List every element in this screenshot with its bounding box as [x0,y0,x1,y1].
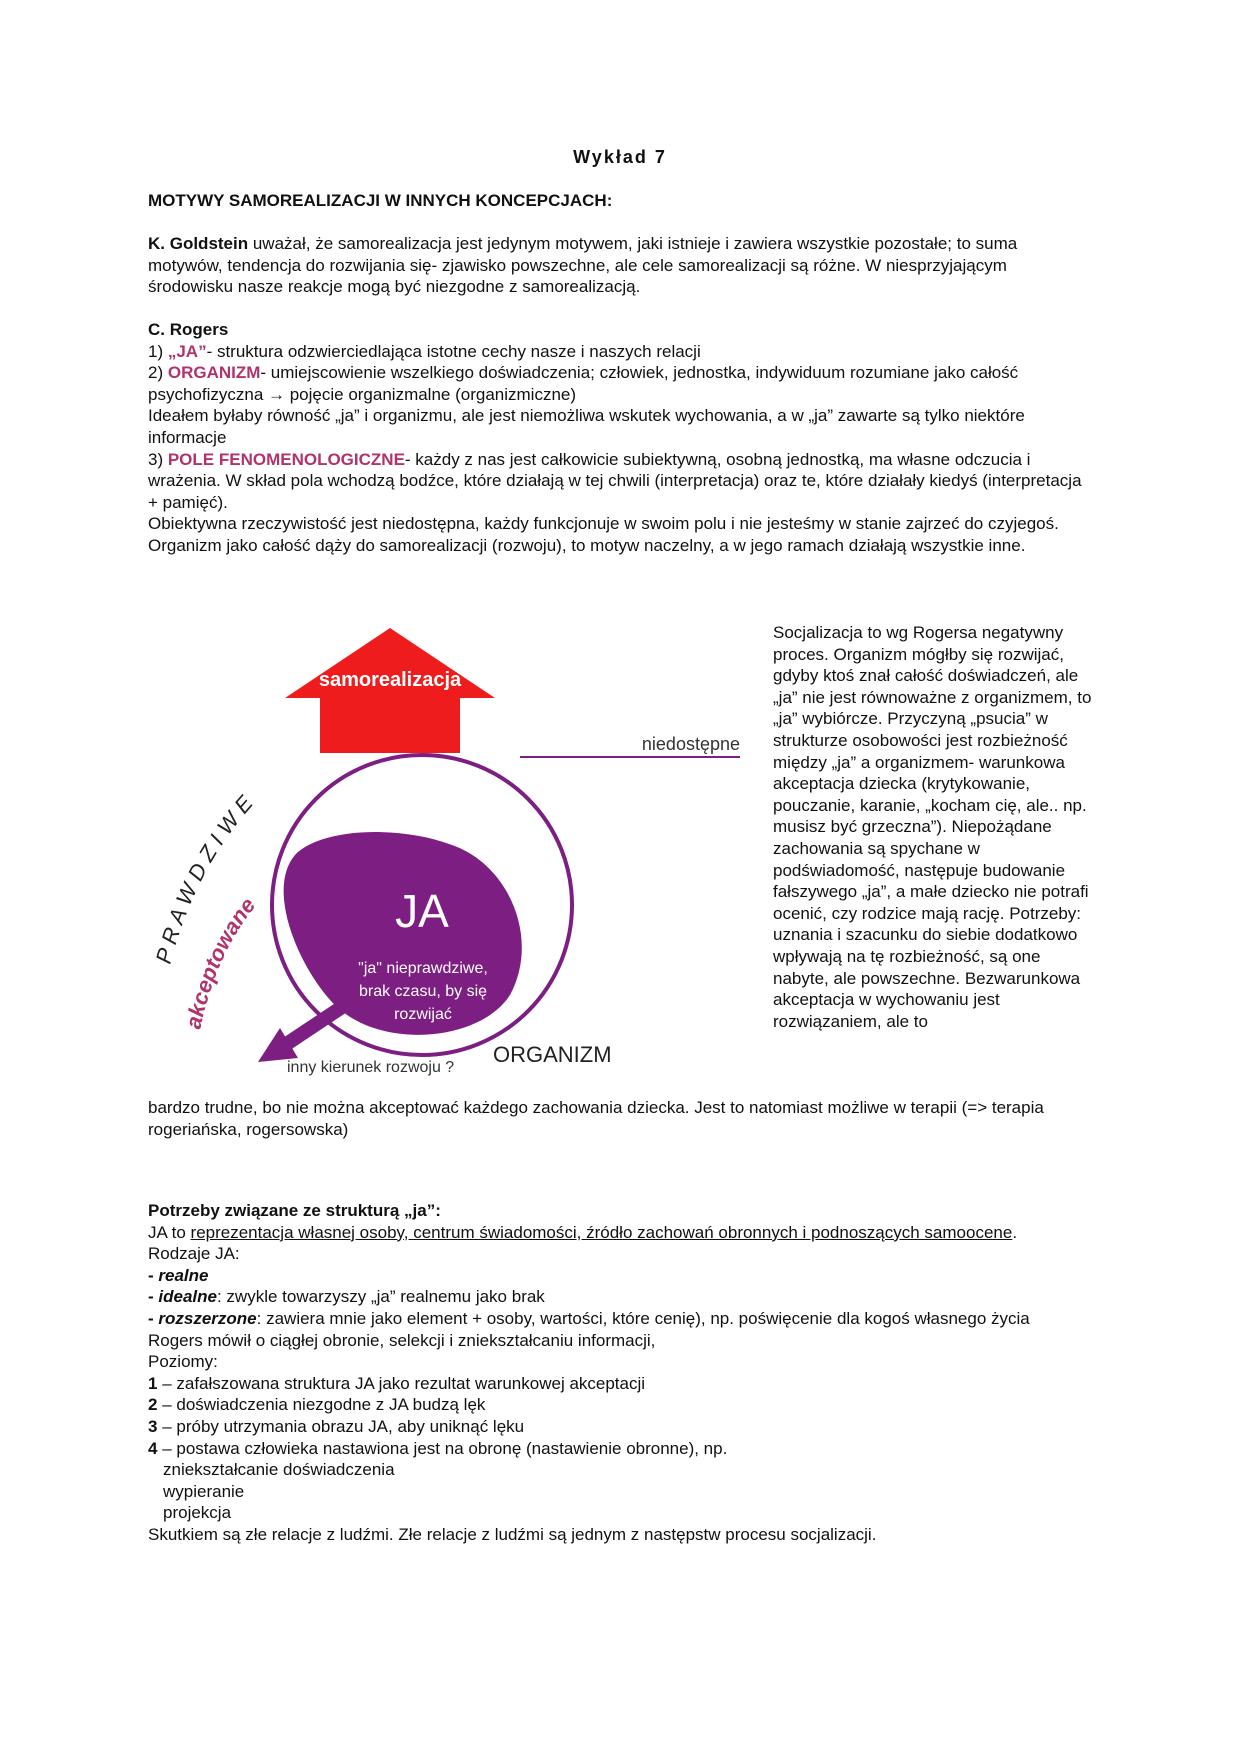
type-term: idealne [158,1287,217,1307]
ja-note-3: rozwijać [394,1006,452,1023]
item-number: 2) [148,363,168,383]
rogers-name: C. Rogers [148,320,229,339]
rogers-item-3 [148,449,1088,514]
arrow-shaft [320,696,460,753]
needs-heading: Potrzeby związane ze strukturą „ja”: [148,1201,441,1220]
rogers-section [148,319,1088,557]
level-2 [148,1394,1088,1416]
ideal-text: Ideałem byłaby równość „ja” i organizmu, ale jest niemożliwa wskutek wychowania, a w „ja” zawarte są tylko niektóre informacje [148,406,1025,447]
conclusion-text: Skutkiem są złe relacje z ludźmi. Złe relacje z ludźmi są jednym z następstw procesu socjalizacji. [148,1524,877,1544]
type-real [148,1265,1088,1287]
dash: - [148,1265,159,1285]
level-number: 2 [148,1395,158,1415]
goldstein-name: K. Goldstein [148,234,249,253]
objective-reality-text: Obiektywna rzeczywistość jest niedostępna, każdy funkcjonuje w swoim polu i nie jesteśmy w stanie zajrzeć do czyjegoś. [148,514,1059,534]
ja-label: JA [395,885,449,937]
dash: - [148,1308,159,1328]
ja-definition [148,1222,1088,1244]
types-label: Rodzaje JA: [148,1244,240,1264]
ja-term: „JA” [167,341,207,361]
organism-text: Organizm jako całość dąży do samorealizacji (rozwoju), to motyw naczelny, a w jego ramach działają wszystkie inne. [148,535,1026,555]
level-4 [148,1438,1088,1460]
phenomenal-field-term: POLE FENOMENOLOGICZNE [167,449,405,469]
rogers-item-1 [148,341,1088,363]
definition-prefix: JA to [148,1222,191,1242]
page-title: Wykład 7 [573,147,667,167]
accepted-label-path: akceptowane [180,892,261,1031]
item-number: 1) [148,341,168,361]
goldstein-paragraph [148,233,1088,298]
level-1 [148,1373,1088,1395]
other-direction-label: inny kierunek rozwoju ? [287,1059,455,1076]
socialization-text: Socjalizacja to wg Rogersa negatywny proces. Organizm mógłby się rozwijać, gdyby ktoś znał całość doświadczeń, ale „ja” nie jest równoważne z organizmem, to „ja” wybiórcze. Przyczyną „psucia” w strukturze osobowości jest rozbieżność między „ja” a organizmem- warunkowa akceptacja dziecka (krytykowanie, pouczanie, karanie, „kocham cię, ale.. np. musisz być grzeczna”). Niepożądane zachowania są spychane w podświadomość, następuje budowanie fałszywego „ja”, a małe dziecko nie potrafi ocenić, czy rodzice mają rację. Potrzeby: uznania i szacunku do siebie dodatkowo wpływają na tę rozbieżność, są one nabyte, ale powszechne. Bezwarunkowa akceptacja w wychowaniu jest rozwiązaniem, ale to [773,623,1092,1031]
level-number: 3 [148,1416,158,1436]
ja-note-2: brak czasu, by się [358,983,488,1000]
organism-label: ORGANIZM [493,1042,612,1067]
level-text: – zafałszowana struktura JA jako rezultat warunkowej akceptacji [157,1373,646,1393]
levels-label: Poziomy: [148,1352,218,1372]
true-label [151,790,258,966]
type-term: rozszerzone [158,1308,257,1328]
level-text: – próby utrzymania obrazu JA, aby uniknąć lęku [157,1416,525,1436]
defense-example-3: projekcja [163,1503,232,1523]
item-text: - struktura odzwierciedlająca istotne cechy nasze i naszych relacji [206,341,701,361]
level-text: – doświadczenia niezgodne z JA budzą lęk [157,1395,486,1415]
type-term: realne [158,1265,209,1285]
level-number: 1 [148,1373,158,1393]
definition-suffix: . [1012,1222,1018,1242]
defense-example-1: zniekształcanie doświadczenia [163,1460,395,1480]
dash: - [148,1287,159,1307]
section-heading: MOTYWY SAMOREALIZACJI W INNYCH KONCEPCJACH: [148,191,613,210]
organism-term: ORGANIZM [167,363,261,383]
defense-text: Rogers mówił o ciągłej obronie, selekcji i zniekształcaniu informacji, [148,1330,656,1350]
type-extended [148,1308,1088,1330]
type-text: : zawiera mnie jako element + osoby, wartości, które cenię), np. poświęcenie dla kogoś własnego życia [256,1308,1030,1328]
unavailable-label: niedostępne [641,734,740,754]
item-number: 3) [148,449,168,469]
type-text: : zwykle towarzyszy „ja” realnemu jako brak [216,1287,545,1307]
rogers-diagram [140,610,760,1090]
defense-example-2: wypieranie [163,1481,245,1501]
ja-note-1: "ja" nieprawdziwe, [358,960,488,977]
level-3 [148,1416,1088,1438]
level-number: 4 [148,1438,158,1458]
true-label-path: P R A W D Z I W E [150,790,258,967]
goldstein-text: uważał, że samorealizacja jest jedynym motywem, jaki istnieje i zawiera wszystkie pozostałe; to suma motywów, tendencja do rozwijania się- zjawisko powszechne, ale cele samorealizacji są różne. W niesprzyjającym środowisku nasze reakcje mogą być niezgodne z samorealizacją. [148,234,1018,297]
arrow-label: samorealizacja [318,669,462,691]
definition-underlined: reprezentacja własnej osoby, centrum świadomości, źródło zachowań obronnych i podnoszących samoocene [190,1222,1013,1242]
rogers-item-2 [148,362,1088,405]
level-text: – postawa człowieka nastawiona jest na obronę (nastawienie obronne), np. [157,1438,728,1458]
continuation-text: bardzo trudne, bo nie można akceptować każdego zachowania dziecka. Jest to natomiast możliwe w terapii (=> terapia rogeriańska, rogersowska) [148,1098,1044,1139]
accepted-label [180,893,260,1031]
type-ideal [148,1286,1088,1308]
item-text: - każdy z nas jest całkowicie subiektywną, osobną jednostką, ma własne odczucia i wrażenia. W skład pola wchodzą bodźce, które działają w tej chwili (interpretacja) oraz te, które działały kiedyś (interpretacja + pamięć). [148,449,1082,512]
item-text: - umiejscowienie wszelkiego doświadczenia; człowiek, jednostka, indywiduum rozumiane jako całość psychofizyczna → pojęcie organizmalne (organizmiczne) [148,363,1019,404]
needs-section [148,1200,1088,1546]
